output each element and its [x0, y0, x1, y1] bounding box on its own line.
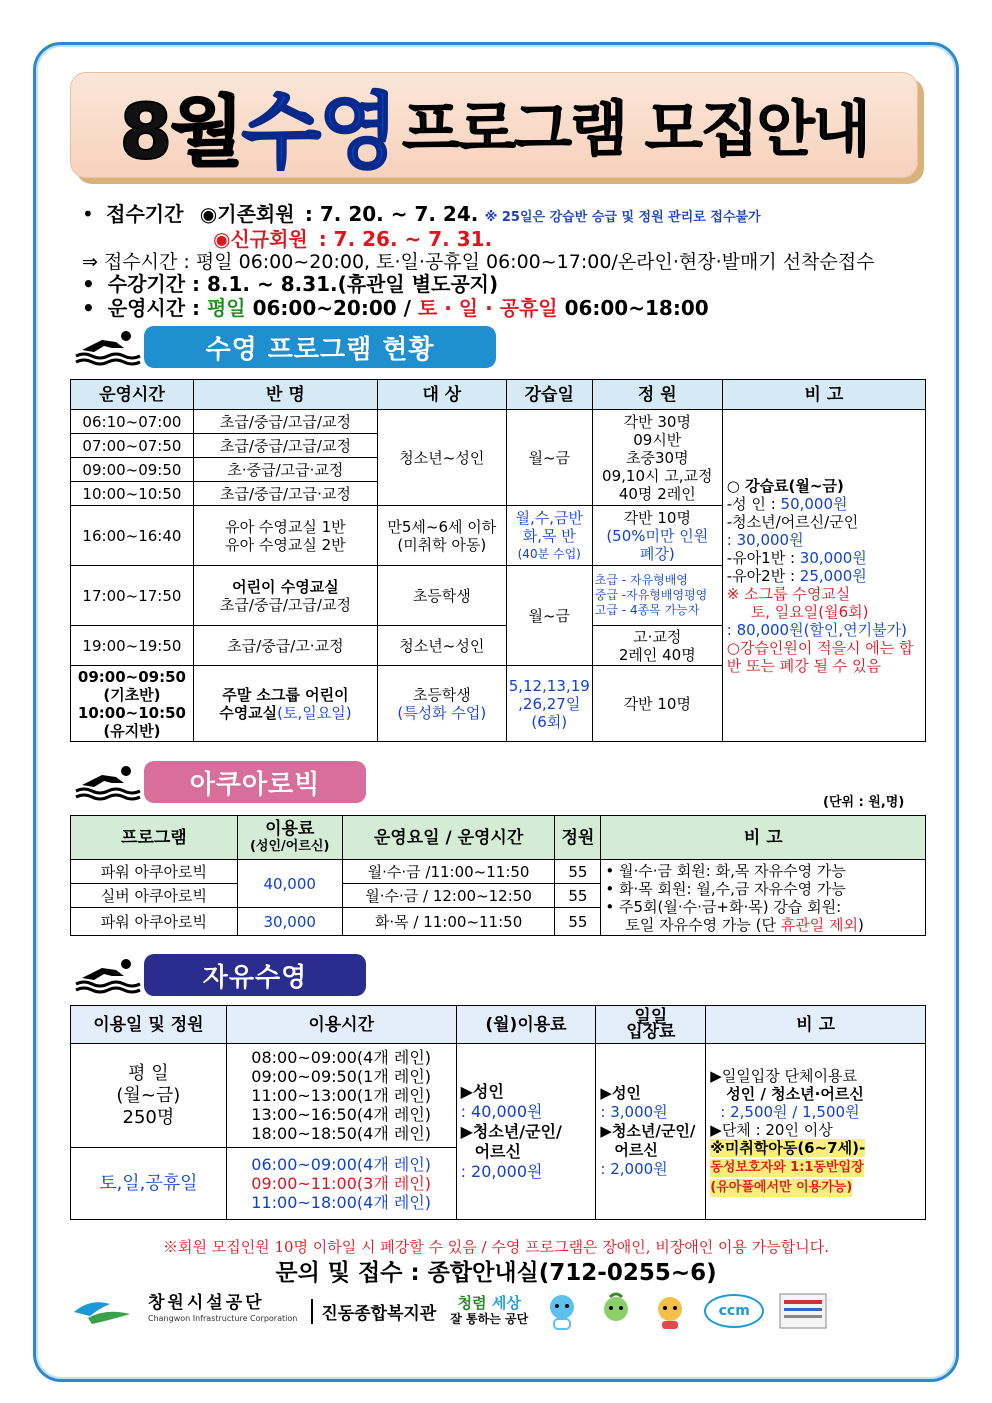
- target-cell: 초등학생: [377, 566, 506, 626]
- col-header: 정 원: [592, 380, 722, 410]
- fee-value: 30,000원: [799, 548, 867, 567]
- class-cell: [193, 566, 377, 626]
- existing-dates: : 7. 20. ~ 7. 24.: [304, 202, 479, 226]
- note-text: ▶단체 : 20인 이상: [710, 1120, 833, 1139]
- aqua-section-header: [72, 761, 366, 803]
- class-cell: [193, 506, 377, 566]
- weekday-cell: [71, 1044, 227, 1148]
- ops-line: [82, 296, 709, 320]
- fee-value: : 40,000원: [460, 1101, 543, 1121]
- target-cell: [377, 506, 506, 566]
- col-header: (월)이용료: [456, 1006, 596, 1044]
- fee-value: 50,000원: [780, 494, 848, 513]
- note-text: ): [857, 915, 864, 934]
- time-text: 10:00~10:50: [77, 703, 186, 722]
- days-text: (40분 수업): [517, 546, 581, 561]
- title-swim: 수영: [241, 84, 397, 180]
- class-cell: 초급/중급/고급/교정: [193, 410, 377, 434]
- org-name-en: Changwon Infrastructure Corporation: [148, 1314, 298, 1323]
- table-row: [71, 410, 926, 434]
- time-cell: 07:00~07:50: [71, 434, 194, 458]
- swimmer-icon: [72, 954, 144, 996]
- capacity-text: 고급 - 4종목 가능자: [594, 603, 700, 617]
- class-text: 유아 수영교실 2반: [225, 535, 346, 554]
- swim-section-title: 수영 프로그램 현황: [144, 326, 496, 368]
- daily-fee-cell: [596, 1044, 706, 1220]
- capacity-text: 40명 2레인: [618, 484, 696, 503]
- days-cell: 월~금: [506, 410, 592, 506]
- time-text: (기초반): [103, 685, 161, 704]
- time-text: 09:00~11:00(3개 레인): [251, 1174, 432, 1193]
- col-header: 비 고: [601, 816, 926, 860]
- slogan-logo: [450, 1295, 528, 1327]
- note-text: ▶일일입장 단체이용료: [710, 1066, 857, 1085]
- note-text: : 80,000원(할인,연기불가): [726, 620, 907, 639]
- time-cell: 17:00~17:50: [71, 566, 194, 626]
- weekday-time: 06:00~20:00: [252, 296, 397, 320]
- reg-time: ⇒ 접수시간 : 평일 06:00~20:00, 토·일·공휴일 06:00~17:00/온라인·현장·발매기 선착순접수: [82, 251, 875, 273]
- target-text: (미취학 아동): [397, 535, 487, 554]
- existing-label: ◉기존회원: [199, 202, 295, 226]
- days-text: 화,목 반: [522, 526, 576, 545]
- fee-value: : 3,000원: [600, 1103, 668, 1121]
- fee-cell: 40,000: [237, 860, 342, 908]
- capacity-cell: [592, 566, 722, 626]
- period-label: 수강기간: [107, 272, 186, 296]
- city-logo-icon: [70, 1294, 134, 1328]
- note-text: • 월·수·금 회원: 화,목 자유수영 가능: [605, 861, 846, 880]
- days-cell: 월~금: [506, 566, 592, 666]
- class-cell: 초·중급/고급·교정: [193, 458, 377, 482]
- col-header: 이용시간: [226, 1006, 456, 1044]
- col-header: 반 명: [193, 380, 377, 410]
- days-text: 5,12,13,19: [508, 676, 590, 695]
- time-text: 09:00~09:50: [77, 667, 186, 686]
- note-text: • 주5회(월·수·금+화·목) 강습 회원:: [605, 897, 842, 916]
- note-text: ※미취학아동(6~7세)-: [710, 1138, 866, 1157]
- col-header: 대 상: [377, 380, 506, 410]
- class-text: 수영교실: [219, 703, 278, 722]
- fee-label: 어르신: [614, 1141, 658, 1159]
- note-text: 휴관일 제외: [780, 915, 858, 934]
- note-text: (유아풀에서만 이용가능): [710, 1179, 853, 1195]
- table-header-row: [71, 380, 926, 410]
- fee-label: ▶성인: [460, 1081, 504, 1101]
- time-cell: 10:00~10:50: [71, 482, 194, 506]
- time-cell: [226, 1148, 456, 1220]
- target-cell: 청소년~성인: [377, 410, 506, 506]
- org-logo: [148, 1295, 297, 1327]
- time-cell: 16:00~16:40: [71, 506, 194, 566]
- reg-period-line: [82, 202, 761, 230]
- fee-label: -청소년/어르신/군인: [726, 512, 859, 531]
- capacity-cell: [592, 410, 722, 506]
- ops-colon: :: [192, 296, 201, 320]
- capacity-text: 중급 -자유형배영평영: [594, 588, 708, 602]
- fee-label: ▶청소년/군인/: [600, 1122, 696, 1140]
- fee-value: 25,000원: [799, 566, 867, 585]
- note-text: : 2,500원 / 1,500원: [720, 1102, 860, 1121]
- capacity-text: 초중30명: [626, 448, 689, 467]
- target-cell: 청소년~성인: [377, 626, 506, 666]
- capacity-cell: 55: [555, 884, 601, 908]
- new-member-line: [213, 227, 492, 251]
- monthly-fee-cell: [456, 1044, 596, 1220]
- aqua-section-title: 아쿠아로빅: [144, 761, 366, 803]
- class-cell: 초급/중급/고·교정: [193, 626, 377, 666]
- table-row: [71, 1044, 926, 1148]
- days-text: 월,수,금반: [515, 508, 583, 527]
- table-header-row: [71, 816, 926, 860]
- program-cell: 파워 아쿠아로빅: [71, 908, 238, 936]
- capacity-text: 2레인 40명: [618, 645, 696, 664]
- col-header: 비 고: [722, 380, 925, 410]
- capacity-cell: [592, 626, 722, 666]
- day-text: 평 일: [128, 1062, 169, 1084]
- col-header: [237, 816, 342, 860]
- fee-cell: 30,000: [237, 908, 342, 936]
- bullet: •: [82, 272, 95, 296]
- time-cell: 19:00~19:50: [71, 626, 194, 666]
- col-header: 강습일: [506, 380, 592, 410]
- time-cell: [226, 1044, 456, 1148]
- footer-note: ※회원 모집인원 10명 이하일 시 폐강할 수 있음 / 수영 프로그램은 장애인, 비장애인 이용 가능합니다.: [162, 1238, 830, 1256]
- days-cell: [506, 506, 592, 566]
- fee-value: : 2,000원: [600, 1160, 668, 1178]
- col-header-text: (성인/어르신): [249, 838, 330, 854]
- time-cell: [71, 666, 194, 742]
- time-text: 18:00~18:50(4개 레인): [251, 1124, 432, 1143]
- existing-note: ※ 25일은 강습반 승급 및 정원 관리로 접수불가: [484, 210, 761, 225]
- time-text: 09:00~09:50(1개 레인): [251, 1067, 432, 1086]
- class-cell: [193, 666, 377, 742]
- mascot-icon: [596, 1291, 636, 1331]
- swim-program-table: [70, 379, 926, 742]
- capacity-text: (50%미만 인원: [606, 526, 709, 545]
- day-text: (월~금): [116, 1084, 181, 1106]
- title-rest: 프로그램 모집안내: [402, 95, 869, 165]
- bullet: •: [82, 296, 95, 320]
- ccm-logo: ccm: [704, 1294, 764, 1328]
- logo-bar: [70, 1288, 930, 1334]
- swim-section-header: [72, 326, 496, 368]
- time-cell: 06:10~07:00: [71, 410, 194, 434]
- fee-label: ▶청소년/군인/: [460, 1121, 562, 1141]
- fee-value: : 30,000원: [726, 530, 804, 549]
- note-text: ※ 소그룹 수영교실: [726, 584, 851, 603]
- reg-label: 접수기간: [106, 202, 184, 226]
- target-text: (특성화 수업): [397, 703, 487, 722]
- capacity-text: 초급 - 자유형배영: [594, 573, 688, 587]
- col-header: 운영요일 / 운영시간: [342, 816, 555, 860]
- slash: /: [403, 296, 411, 320]
- weekend-label: 토 · 일 · 공휴일: [417, 296, 558, 320]
- org-name: 창원시설공단: [148, 1293, 265, 1313]
- bullet: •: [82, 202, 94, 226]
- program-cell: 실버 아쿠아로빅: [71, 884, 238, 908]
- fee-label: -유아2반 :: [726, 566, 796, 585]
- time-text: 06:00~09:00(4개 레인): [251, 1155, 432, 1174]
- free-swim-table: [70, 1005, 926, 1220]
- slogan-text: 세상: [491, 1294, 521, 1312]
- unit-label: (단위 : 원,명): [823, 795, 905, 810]
- col-header: 운영시간: [71, 380, 194, 410]
- program-cell: 파워 아쿠아로빅: [71, 860, 238, 884]
- capacity-text: 각반 10명: [623, 508, 691, 527]
- fee-value: : 20,000원: [460, 1161, 543, 1181]
- new-label: ◉신규회원: [213, 227, 308, 251]
- free-section-header: [72, 954, 366, 996]
- fee-title: ○ 강습료(월~금): [726, 476, 844, 495]
- fee-label: ▶성인: [600, 1084, 641, 1102]
- class-cell: 초급/중급/고급/교정: [193, 434, 377, 458]
- mascot-icon: [650, 1291, 690, 1331]
- target-cell: [377, 666, 506, 742]
- col-header: 비 고: [706, 1006, 926, 1044]
- branch-name: 진동종합복지관: [311, 1299, 436, 1324]
- ops-label: 운영시간: [107, 296, 186, 320]
- table-header-row: [71, 1006, 926, 1044]
- time-cell: 09:00~09:50: [71, 458, 194, 482]
- slogan-text: 잘 통하는 공단: [450, 1312, 529, 1326]
- swimmer-icon: [72, 326, 144, 368]
- notes-cell: [706, 1044, 926, 1220]
- schedule-cell: 월·수·금 / 12:00~12:50: [342, 884, 555, 908]
- table-row: [71, 860, 926, 884]
- capacity-text: 09시반: [633, 430, 682, 449]
- certificate-icon: [778, 1292, 828, 1330]
- note-text: • 화·목 회원: 월,수,금 자유수영 가능: [605, 879, 846, 898]
- fee-label: 어르신: [474, 1141, 521, 1161]
- capacity-cell: [592, 506, 722, 566]
- schedule-cell: 화·목 / 11:00~11:50: [342, 908, 555, 936]
- time-text: 11:00~18:00(4개 레인): [251, 1193, 432, 1212]
- title-month: 8월: [119, 86, 242, 176]
- class-cell: 초급/중급/고급·교정: [193, 482, 377, 506]
- note-text: 동성보호자와 1:1동반입장: [710, 1159, 864, 1175]
- title-banner: [70, 72, 918, 178]
- capacity-text: 폐강): [639, 544, 675, 563]
- fee-label: -성 인 :: [726, 494, 776, 513]
- col-header: 정원: [555, 816, 601, 860]
- period-line: [82, 272, 498, 296]
- mascot-icon: [542, 1291, 582, 1331]
- slogan-text: 청렴: [457, 1294, 487, 1312]
- time-text: 11:00~13:00(1개 레인): [251, 1086, 432, 1105]
- col-header: 이용일 및 정원: [71, 1006, 227, 1044]
- notes-cell: [601, 860, 926, 936]
- swimmer-icon: [72, 761, 144, 803]
- days-text: ,26,27일: [518, 694, 581, 713]
- col-header-text: 일일: [634, 1006, 668, 1027]
- weekend-time: 06:00~18:00: [564, 296, 709, 320]
- fee-label: -유아1반 :: [726, 548, 796, 567]
- note-text: 토일 자유수영 가능 (단: [625, 915, 781, 934]
- col-header-text: 입장료: [626, 1021, 676, 1042]
- class-text: 초급/중급/고급/교정: [219, 595, 351, 614]
- class-text: 주말 소그룹 어린이: [222, 685, 349, 704]
- time-text: 13:00~16:50(4개 레인): [251, 1105, 432, 1124]
- free-section-title: 자유수영: [144, 954, 366, 996]
- note-text: 성인 / 청소년·어르신: [726, 1084, 864, 1103]
- capacity-text: 09,10시 고,교정: [602, 466, 713, 485]
- time-text: (유지반): [103, 721, 161, 740]
- capacity-text: 고·교정: [633, 627, 682, 646]
- note-text: 토, 일요일(월6회): [750, 602, 869, 621]
- target-text: 초등학생: [412, 685, 471, 704]
- capacity-cell: 각반 10명: [592, 666, 722, 742]
- new-dates: : 7. 26. ~ 7. 31.: [318, 227, 493, 251]
- class-text: 어린이 수영교실: [232, 577, 339, 596]
- capacity-cell: 55: [555, 860, 601, 884]
- class-text: 유아 수영교실 1반: [225, 517, 346, 536]
- capacity-text: 각반 30명: [623, 412, 691, 431]
- notes-cell: [722, 410, 925, 742]
- day-text: 250명: [122, 1106, 175, 1128]
- capacity-cell: 55: [555, 908, 601, 936]
- col-header-text: 이용료: [265, 818, 315, 839]
- class-text: (토,일요일): [277, 703, 352, 722]
- time-text: 08:00~09:00(4개 레인): [251, 1048, 432, 1067]
- contact-line: 문의 및 접수 : 종합안내실(712-0255~6): [275, 1260, 717, 1286]
- days-text: (6회): [531, 712, 568, 731]
- target-text: 만5세~6세 이하: [387, 517, 497, 536]
- col-header: 프로그램: [71, 816, 238, 860]
- period-value: : 8.1. ~ 8.31.(휴관일 별도공지): [192, 272, 499, 296]
- days-cell: [506, 666, 592, 742]
- col-header: [596, 1006, 706, 1044]
- weekday-label: 평일: [206, 296, 246, 320]
- schedule-cell: 월·수·금 /11:00~11:50: [342, 860, 555, 884]
- weekend-cell: 토,일,공휴일: [71, 1148, 227, 1220]
- aqua-table: [70, 815, 926, 936]
- note-text: ○강습인원이 적을시 에는 합반 또는 폐강 될 수 있음: [726, 638, 914, 675]
